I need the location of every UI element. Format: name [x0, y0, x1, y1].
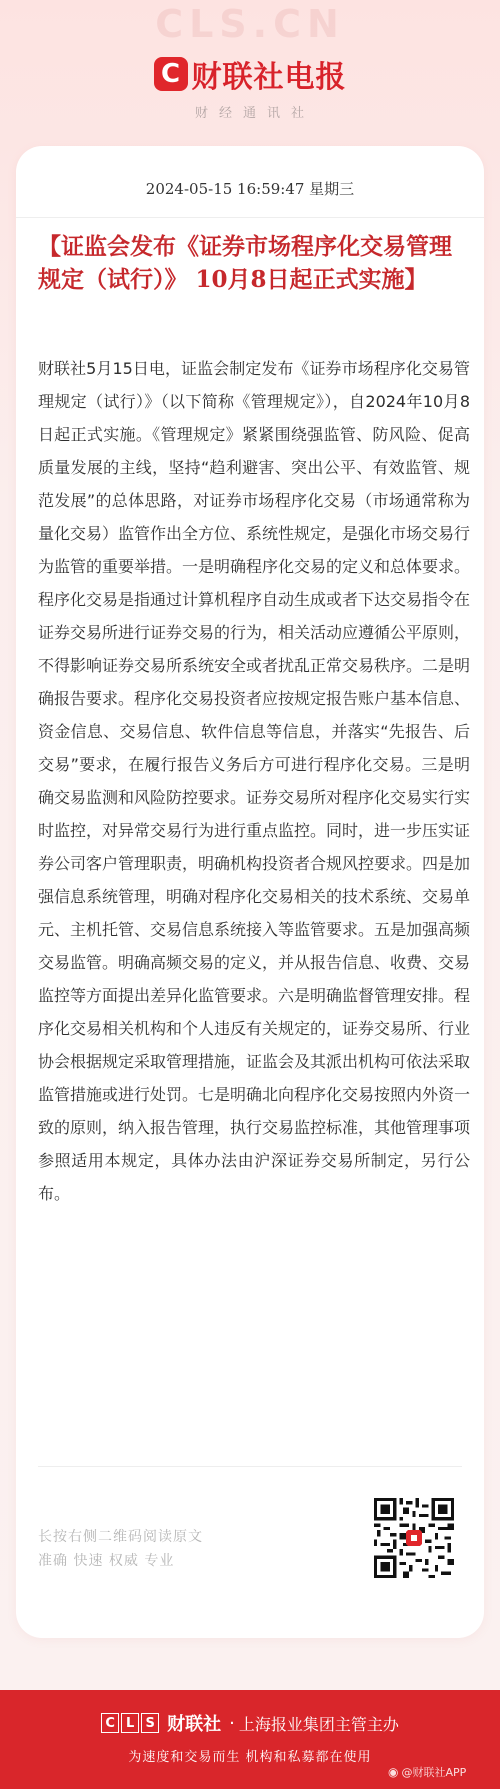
qr-hint-text: 长按右侧二维码阅读原文: [38, 1529, 203, 1545]
brand-subtitle: 财经通讯社: [194, 106, 315, 121]
brand-name-part1: 财联社: [191, 60, 285, 95]
weibo-handle: @财联社APP: [401, 1766, 467, 1779]
weibo-watermark: [388, 1764, 466, 1780]
brand-logo: [0, 52, 500, 96]
footer-tagline: 为速度和交易而生 机构和私募都在使用: [128, 1750, 372, 1765]
cls-letter: C: [101, 1713, 119, 1733]
cls-letter: L: [121, 1713, 139, 1733]
article-title: 【证监会发布《证券市场程序化交易管理规定（试行）》 10月8日起正式实施】: [38, 233, 452, 293]
article-card: [16, 146, 484, 1638]
brand-name: [192, 52, 347, 96]
article-body: 财联社5月15日电，证监会制定发布《证券市场程序化交易管理规定（试行）》（以下简称《管理规定》），自2024年10月8日起正式实施。《管理规定》紧紧围绕强监管、防风险、促高质量发展的主线，坚持“趋利避害、突出公平、有效监管、规范发展”的总体思路，对证券市场程序化交易（市场通常称为量化交易）监管作出全方位、系统性规定，是强化市场交易行为监管的重要举措。一是明确程序化交易的定义和总体要求。程序化交易是指通过计算机程序自动生成或者下达交易指令在证券交易所进行证券交易的行为，相关活动应遵循公平原则，不得影响证券交易所系统安全或者扰乱正常交易秩序。二是明确报告要求。程序化交易投资者应按规定报告账户基本信息、资金信息、交易信息、软件信息等信息，并落实“先报告、后交易”要求，在履行报告义务后方可进行程序化交易。三是明确交易监测和风险防控要求。证券交易所对程序化交易实行实时监控，对异常交易行为进行重点监控。同时，进一步压实证券公司客户管理职责，明确机构投资者合规风控要求。四是加强信息系统管理，明确对程序化交易相关的技术系统、交易单元、主机托管、交易信息系统接入等监管要求。五是加强高频交易监管。明确高频交易的定义，并从报告信息、收费、交易监控等方面提出差异化监管要求。六是明确监督管理安排。程序化交易相关机构和个人违反有关规定的，证券交易所、行业协会根据规定采取管理措施，证监会及其派出机构可依法采取监管措施或进行处罚。七是明确北向程序化交易按照内外资一致的原则，纳入报告管理，执行交易监控标准，其他管理事项参照适用本规定，具体办法由沪深证券交易所制定，另行公布。: [38, 359, 471, 1203]
qr-code-icon[interactable]: [374, 1498, 454, 1578]
brand-name-part2: 电报: [284, 60, 347, 95]
datetime-divider: [16, 206, 484, 218]
watermark: CLS.CN: [155, 2, 345, 46]
footer-organization: 上海报业集团主管主办: [238, 1714, 399, 1734]
article-datetime: 2024-05-15 16:59:47 星期三: [145, 180, 355, 198]
cls-logo-icon: [101, 1713, 161, 1733]
footer-brand-row: [0, 1710, 500, 1736]
slogan-text: 准确 快速 权威 专业: [38, 1553, 175, 1569]
cls-letter: S: [141, 1713, 159, 1733]
footer-separator: ·: [229, 1712, 235, 1734]
card-divider: [38, 1466, 462, 1467]
weibo-icon: ◉: [388, 1765, 399, 1779]
footer-brand: 财联社: [167, 1714, 222, 1735]
logo-icon: C: [154, 57, 188, 91]
